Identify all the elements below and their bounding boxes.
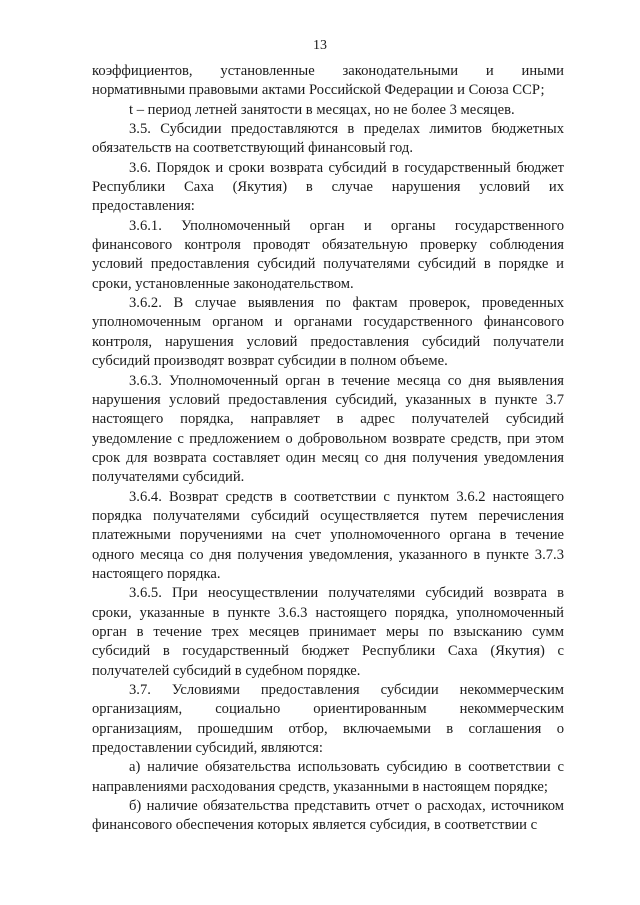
page-number: 13 — [313, 38, 327, 53]
paragraph-item-b: б) наличие обязательства представить отчет о расходах, источником финансового обеспечения которых является субсидия, в соответствии с — [92, 798, 564, 834]
paragraph-3-6-1: 3.6.1. Уполномоченный орган и органы государственного финансового контроля проводят обязательную проверку соблюдения условий предоставления субсидий получателями субсидий в порядке и сроки, установленные законодательством. — [92, 217, 564, 292]
paragraph-t-definition: t – период летней занятости в месяцах, но не более 3 месяцев. — [129, 101, 515, 118]
paragraph-3-6-2: 3.6.2. В случае выявления по фактам проверок, проведенных уполномоченным органом и органами государственного финансового контроля, нарушения условий предоставления субсидий получатели субсидий производят возврат субсидии в полном объеме. — [92, 295, 564, 370]
paragraph-continuation: коэффициентов, установленные законодательными и иными нормативными правовыми актами Российской Федерации и Союза ССР; — [92, 63, 564, 99]
paragraph-3-7: 3.7. Условиями предоставления субсидии некоммерческим организациям, социально ориентированным некоммерческим организациям, прошедшим отбор, включаемыми в соглашения о предоставлении субсидий, являются: — [92, 682, 564, 757]
paragraph-3-5: 3.5. Субсидии предоставляются в пределах лимитов бюджетных обязательств на соответствующий финансовый год. — [92, 121, 564, 157]
paragraph-3-6-4: 3.6.4. Возврат средств в соответствии с пунктом 3.6.2 настоящего порядка получателями субсидий осуществляется путем перечисления платежными поручениями на счет уполномоченного органа в течение одного месяца со дня получения уведомления, указанного в пункте 3.7.3 настоящего порядка. — [92, 488, 564, 582]
document-body — [92, 62, 564, 836]
paragraph-item-a: а) наличие обязательства использовать субсидию в соответствии с направлениями расходования средств, указанными в настоящем порядке; — [92, 759, 564, 795]
paragraph-3-6-5: 3.6.5. При неосуществлении получателями субсидий возврата в сроки, указанные в пункте 3.6.3 настоящего порядка, уполномоченный орган в течение трех месяцев принимает меры по взысканию сумм субсидий в государственный бюджет Республики Саха (Якутия) с получателей субсидий в судебном порядке. — [92, 585, 564, 679]
paragraph-3-6: 3.6. Порядок и сроки возврата субсидий в государственный бюджет Республики Саха (Якутия) в случае нарушения условий их предоставления: — [92, 159, 564, 215]
paragraph-3-6-3: 3.6.3. Уполномоченный орган в течение месяца со дня выявления нарушения условий предоставления субсидий, указанных в пункте 3.7 настоящего порядка, направляет в адрес получателей субсидий уведомление с предложением о добровольном возврате средств, при этом срок для возврата составляет один месяц со дня получения уведомления получателями субсидий. — [92, 372, 564, 486]
